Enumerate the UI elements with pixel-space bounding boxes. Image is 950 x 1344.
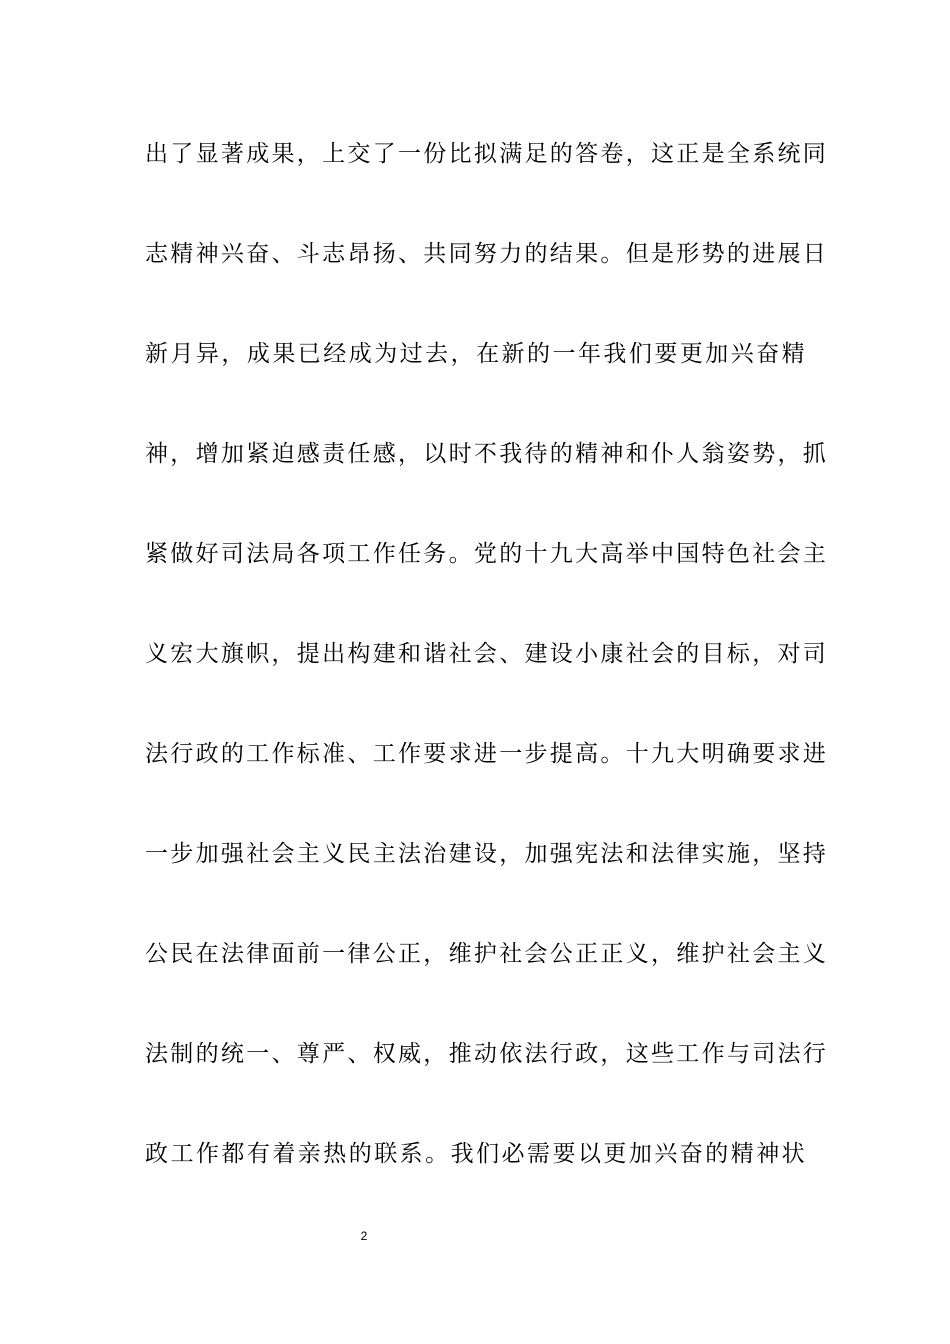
text-line: 法制的统一、尊严、权威，推动依法行政，这些工作与司法行 xyxy=(145,1041,829,1067)
text-line: 神，增加紧迫感责任感，以时不我待的精神和仆人翁姿势，抓 xyxy=(145,441,829,467)
text-line: 志精神兴奋、斗志昂扬、共同努力的结果。但是形势的进展日 xyxy=(145,241,829,267)
page-number: 2 xyxy=(360,1229,368,1243)
text-line: 法行政的工作标准、工作要求进一步提高。十九大明确要求进 xyxy=(145,741,829,767)
text-line: 紧做好司法局各项工作任务。党的十九大高举中国特色社会主 xyxy=(145,541,829,567)
text-line: 出了显著成果，上交了一份比拟满足的答卷，这正是全系统同 xyxy=(145,141,829,167)
text-line: 政工作都有着亲热的联系。我们必需要以更加兴奋的精神状 xyxy=(145,1141,807,1167)
body-text xyxy=(145,132,829,1232)
text-line: 公民在法律面前一律公正，维护社会公正正义，维护社会主义 xyxy=(145,941,829,967)
text-line: 义宏大旗帜，提出构建和谐社会、建设小康社会的目标，对司 xyxy=(145,641,829,667)
text-line: 新月异，成果已经成为过去，在新的一年我们要更加兴奋精 xyxy=(145,341,807,367)
text-line: 一步加强社会主义民主法治建设，加强宪法和法律实施，坚持 xyxy=(145,841,829,867)
